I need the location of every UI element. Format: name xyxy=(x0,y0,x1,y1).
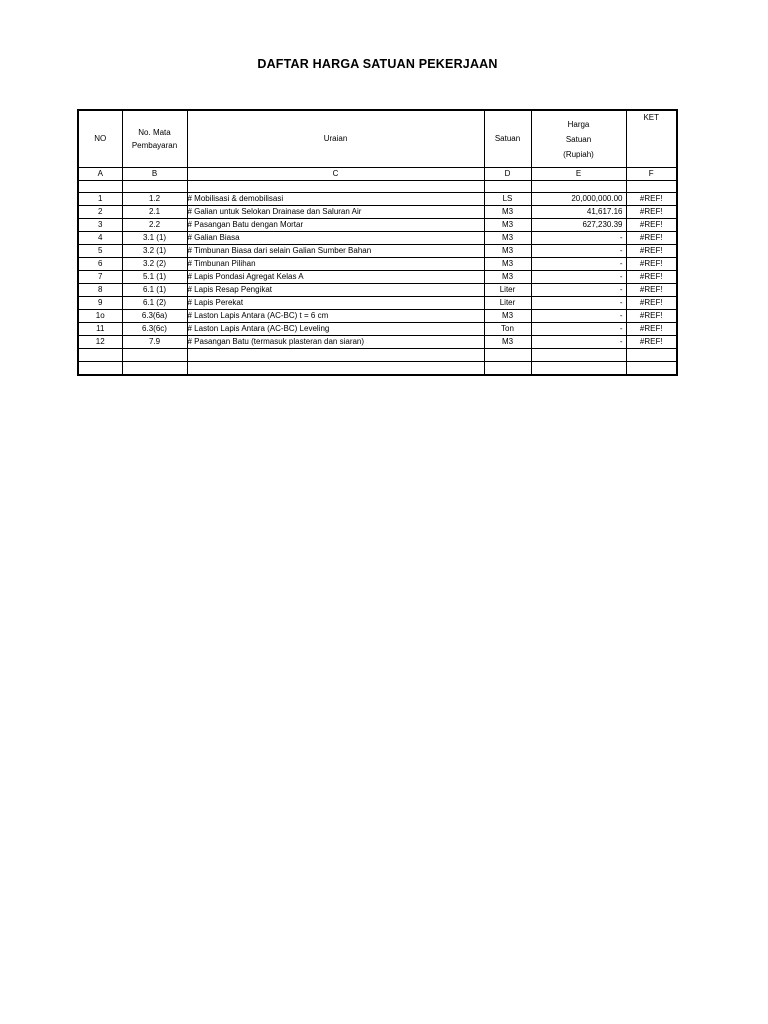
blank-cell xyxy=(484,181,531,193)
table-row xyxy=(78,310,677,323)
cell-harga-satuan: - xyxy=(531,271,626,284)
cell-ket: #REF! xyxy=(626,193,677,206)
cell-satuan: M3 xyxy=(484,336,531,349)
cell-satuan: Liter xyxy=(484,297,531,310)
cell-no: 12 xyxy=(78,336,122,349)
column-letter: B xyxy=(122,168,187,181)
cell-ket: #REF! xyxy=(626,323,677,336)
cell-uraian: # Pasangan Batu (termasuk plasteran dan siaran) xyxy=(187,336,484,349)
cell-harga-satuan: - xyxy=(531,232,626,245)
cell-uraian: # Timbunan Pilihan xyxy=(187,258,484,271)
cell-harga-satuan: - xyxy=(531,245,626,258)
cell-ket: #REF! xyxy=(626,219,677,232)
cell-ket: #REF! xyxy=(626,310,677,323)
table-row xyxy=(78,219,677,232)
cell-ket: #REF! xyxy=(626,245,677,258)
cell-satuan: Ton xyxy=(484,323,531,336)
cell-mata-pembayaran: 6.3(6a) xyxy=(122,310,187,323)
cell-no: 9 xyxy=(78,297,122,310)
header-harga-line3: (Rupiah) xyxy=(563,149,594,159)
cell-no: 8 xyxy=(78,284,122,297)
blank-cell xyxy=(78,362,122,376)
table-row xyxy=(78,258,677,271)
blank-cell xyxy=(122,362,187,376)
cell-ket: #REF! xyxy=(626,232,677,245)
cell-mata-pembayaran: 5.1 (1) xyxy=(122,271,187,284)
table-row xyxy=(78,193,677,206)
cell-uraian: # Mobilisasi & demobilisasi xyxy=(187,193,484,206)
cell-ket: #REF! xyxy=(626,258,677,271)
blank-cell xyxy=(531,349,626,362)
cell-satuan: LS xyxy=(484,193,531,206)
blank-cell xyxy=(531,362,626,376)
cell-no: 5 xyxy=(78,245,122,258)
cell-harga-satuan: 627,230.39 xyxy=(531,219,626,232)
cell-mata-pembayaran: 1.2 xyxy=(122,193,187,206)
cell-uraian: # Lapis Resap Pengikat xyxy=(187,284,484,297)
cell-no: 7 xyxy=(78,271,122,284)
cell-no: 1o xyxy=(78,310,122,323)
blank-cell xyxy=(626,181,677,193)
cell-mata-pembayaran: 3.2 (2) xyxy=(122,258,187,271)
cell-ket: #REF! xyxy=(626,336,677,349)
cell-uraian: # Galian untuk Selokan Drainase dan Saluran Air xyxy=(187,206,484,219)
table-row xyxy=(78,284,677,297)
cell-satuan: M3 xyxy=(484,258,531,271)
blank-cell xyxy=(187,349,484,362)
cell-mata-pembayaran: 2.1 xyxy=(122,206,187,219)
header-harga-satuan xyxy=(531,110,626,168)
blank-row xyxy=(78,349,677,362)
cell-harga-satuan: - xyxy=(531,284,626,297)
cell-no: 1 xyxy=(78,193,122,206)
table-row xyxy=(78,206,677,219)
header-harga-line1: Harga xyxy=(567,119,590,129)
cell-harga-satuan: - xyxy=(531,323,626,336)
cell-uraian: # Lapis Pondasi Agregat Kelas A xyxy=(187,271,484,284)
table-row xyxy=(78,245,677,258)
cell-satuan: Liter xyxy=(484,284,531,297)
blank-cell xyxy=(626,349,677,362)
cell-no: 3 xyxy=(78,219,122,232)
cell-mata-pembayaran: 6.1 (2) xyxy=(122,297,187,310)
cell-satuan: M3 xyxy=(484,232,531,245)
header-ket: KET xyxy=(626,110,677,168)
cell-harga-satuan: 20,000,000.00 xyxy=(531,193,626,206)
header-uraian: Uraian xyxy=(187,110,484,168)
cell-harga-satuan: - xyxy=(531,297,626,310)
blank-cell xyxy=(484,362,531,376)
table-row xyxy=(78,297,677,310)
header-mata-line2: Pembayaran xyxy=(131,141,178,150)
price-table xyxy=(77,109,678,376)
column-letter: E xyxy=(531,168,626,181)
cell-mata-pembayaran: 3.2 (1) xyxy=(122,245,187,258)
blank-cell xyxy=(484,349,531,362)
cell-uraian: # Galian Biasa xyxy=(187,232,484,245)
cell-ket: #REF! xyxy=(626,206,677,219)
cell-ket: #REF! xyxy=(626,284,677,297)
cell-ket: #REF! xyxy=(626,297,677,310)
column-letters-row xyxy=(78,168,677,181)
cell-mata-pembayaran: 7.9 xyxy=(122,336,187,349)
cell-no: 11 xyxy=(78,323,122,336)
cell-mata-pembayaran: 6.3(6c) xyxy=(122,323,187,336)
table-row xyxy=(78,271,677,284)
cell-harga-satuan: - xyxy=(531,310,626,323)
cell-mata-pembayaran: 2.2 xyxy=(122,219,187,232)
cell-satuan: M3 xyxy=(484,219,531,232)
cell-ket: #REF! xyxy=(626,271,677,284)
cell-harga-satuan: 41,617.16 xyxy=(531,206,626,219)
cell-satuan: M3 xyxy=(484,310,531,323)
column-letter: F xyxy=(626,168,677,181)
cell-uraian: # Timbunan Biasa dari selain Galian Sumber Bahan xyxy=(187,245,484,258)
header-row xyxy=(78,110,677,168)
cell-satuan: M3 xyxy=(484,245,531,258)
blank-cell xyxy=(122,349,187,362)
cell-uraian: # Lapis Perekat xyxy=(187,297,484,310)
blank-row xyxy=(78,181,677,193)
header-mata-line1: No. Mata xyxy=(138,128,171,137)
column-letter: D xyxy=(484,168,531,181)
column-letter: A xyxy=(78,168,122,181)
blank-cell xyxy=(122,181,187,193)
blank-row xyxy=(78,362,677,376)
cell-no: 2 xyxy=(78,206,122,219)
cell-no: 6 xyxy=(78,258,122,271)
blank-cell xyxy=(78,181,122,193)
cell-uraian: # Laston Lapis Antara (AC-BC) t = 6 cm xyxy=(187,310,484,323)
cell-no: 4 xyxy=(78,232,122,245)
blank-cell xyxy=(531,181,626,193)
blank-cell xyxy=(187,362,484,376)
header-no: NO xyxy=(78,110,122,168)
blank-cell xyxy=(626,362,677,376)
table-row xyxy=(78,323,677,336)
header-satuan: Satuan xyxy=(484,110,531,168)
cell-uraian: # Laston Lapis Antara (AC-BC) Leveling xyxy=(187,323,484,336)
cell-satuan: M3 xyxy=(484,271,531,284)
blank-cell xyxy=(187,181,484,193)
table-row xyxy=(78,336,677,349)
cell-harga-satuan: - xyxy=(531,336,626,349)
cell-mata-pembayaran: 6.1 (1) xyxy=(122,284,187,297)
header-harga-line2: Satuan xyxy=(565,134,592,144)
cell-harga-satuan: - xyxy=(531,258,626,271)
cell-mata-pembayaran: 3.1 (1) xyxy=(122,232,187,245)
blank-cell xyxy=(78,349,122,362)
column-letter: C xyxy=(187,168,484,181)
cell-uraian: # Pasangan Batu dengan Mortar xyxy=(187,219,484,232)
header-mata-pembayaran xyxy=(122,110,187,168)
page-title: DAFTAR HARGA SATUAN PEKERJAAN xyxy=(257,57,498,71)
table-row xyxy=(78,232,677,245)
cell-satuan: M3 xyxy=(484,206,531,219)
